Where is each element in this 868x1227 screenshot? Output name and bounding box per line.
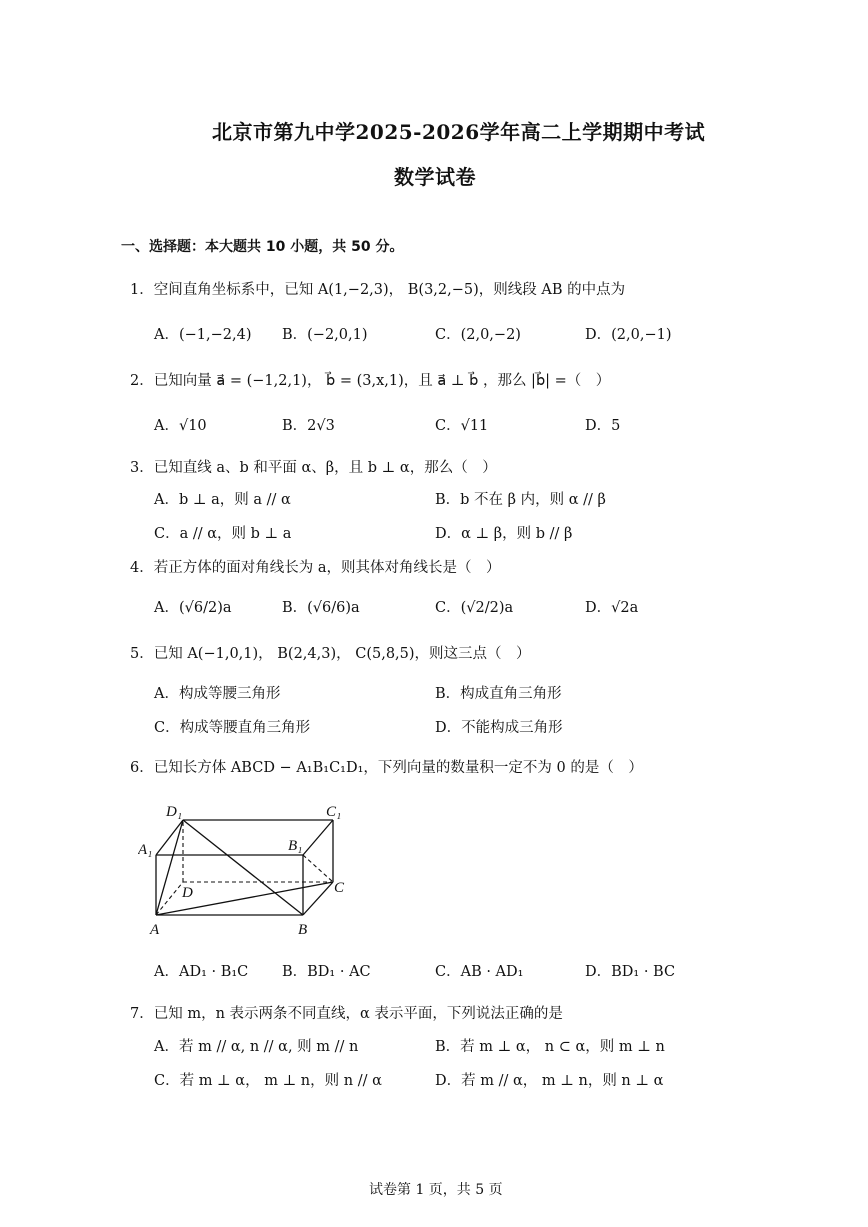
- label-d: D: [182, 885, 193, 901]
- question-3-option-a: A．b ⊥ a，则 a // α: [154, 492, 291, 508]
- question-3-option-b: B．b 不在 β 内，则 α // β: [435, 492, 606, 508]
- section-heading: 一、选择题：本大题共 10 小题，共 50 分。: [121, 239, 404, 255]
- hidden-diagonal-b1-c: [303, 855, 333, 882]
- question-6-option-c: C．AB · AD₁: [435, 964, 524, 980]
- question-5-option-b: B．构成直角三角形: [435, 686, 562, 702]
- label-a: A: [150, 922, 160, 938]
- question-4-stem: 4．若正方体的面对角线长为 a，则其体对角线长是（ ）: [130, 560, 501, 576]
- diagonal-b-d1: [183, 820, 303, 915]
- diagonal-a-d1: [156, 820, 183, 915]
- label-c: C: [334, 880, 345, 896]
- question-6-option-a: A．AD₁ · B₁C: [154, 964, 249, 980]
- question-2-option-c: C．√11: [435, 418, 489, 434]
- question-1-option-a: A．(−1,−2,4): [154, 327, 252, 343]
- question-4-option-d: D．√2a: [585, 600, 639, 616]
- question-3-option-d: D．α ⊥ β，则 b // β: [435, 526, 573, 542]
- question-1-stem: 1．空间直角坐标系中，已知 A(1,−2,3)， B(3,2,−5)，则线段 AB 的中点为: [130, 282, 626, 298]
- edge-a1-d1: [156, 820, 183, 855]
- question-4-option-a: A．(√6/2)a: [154, 600, 232, 616]
- question-5-option-a: A．构成等腰三角形: [154, 686, 281, 702]
- question-6-option-b: B．BD₁ · AC: [282, 964, 371, 980]
- question-6-stem: 6．已知长方体 ABCD − A₁B₁C₁D₁，下列向量的数量积一定不为 0 的是（ ）: [130, 760, 643, 776]
- question-1-option-d: D．(2,0,−1): [585, 327, 672, 343]
- question-5-option-d: D．不能构成三角形: [435, 720, 563, 736]
- question-5-stem: 5．已知 A(−1,0,1)， B(2,4,3)， C(5,8,5)，则这三点（ ）: [130, 646, 531, 662]
- question-3-stem: 3．已知直线 a、b 和平面 α、β，且 b ⊥ α，那么（ ）: [130, 460, 497, 476]
- question-7-option-c: C．若 m ⊥ α， m ⊥ n，则 n // α: [154, 1073, 382, 1089]
- page-title: 北京市第九中学2025-2026学年高二上学期期中考试: [212, 120, 706, 144]
- cuboid-figure: [138, 800, 358, 940]
- question-4-option-b: B．(√6/6)a: [282, 600, 360, 616]
- question-4-option-c: C．(√2/2)a: [435, 600, 514, 616]
- page-subtitle: 数学试卷: [394, 165, 476, 189]
- question-1-option-b: B．(−2,0,1): [282, 327, 368, 343]
- edge-b1-c1: [303, 820, 333, 855]
- question-7-option-d: D．若 m // α， m ⊥ n，则 n ⊥ α: [435, 1073, 664, 1089]
- page-number: 试卷第 1 页，共 5 页: [369, 1182, 503, 1198]
- question-1-option-c: C．(2,0,−2): [435, 327, 521, 343]
- question-2-option-d: D．5: [585, 418, 621, 434]
- question-5-option-c: C．构成等腰直角三角形: [154, 720, 311, 736]
- question-2-stem: 2．已知向量 a⃗ = (−1,2,1)， b⃗ = (3,x,1)，且 a⃗ ⊥ b⃗ ，那么 |b⃗| =（ ）: [130, 373, 611, 389]
- question-2-option-b: B．2√3: [282, 418, 335, 434]
- question-2-option-a: A．√10: [154, 418, 207, 434]
- question-7-option-a: A．若 m // α, n // α, 则 m // n: [154, 1039, 359, 1055]
- label-d1: D₁: [166, 804, 183, 820]
- label-c1: C₁: [326, 804, 342, 820]
- question-3-option-c: C．a // α，则 b ⊥ a: [154, 526, 292, 542]
- question-7-stem: 7．已知 m，n 表示两条不同直线，α 表示平面，下列说法正确的是: [130, 1006, 563, 1022]
- question-7-option-b: B．若 m ⊥ α， n ⊂ α，则 m ⊥ n: [435, 1039, 665, 1055]
- question-6-option-d: D．BD₁ · BC: [585, 964, 676, 980]
- label-a1: A₁: [138, 842, 153, 858]
- label-b: B: [298, 922, 308, 938]
- label-b1: B₁: [288, 838, 303, 854]
